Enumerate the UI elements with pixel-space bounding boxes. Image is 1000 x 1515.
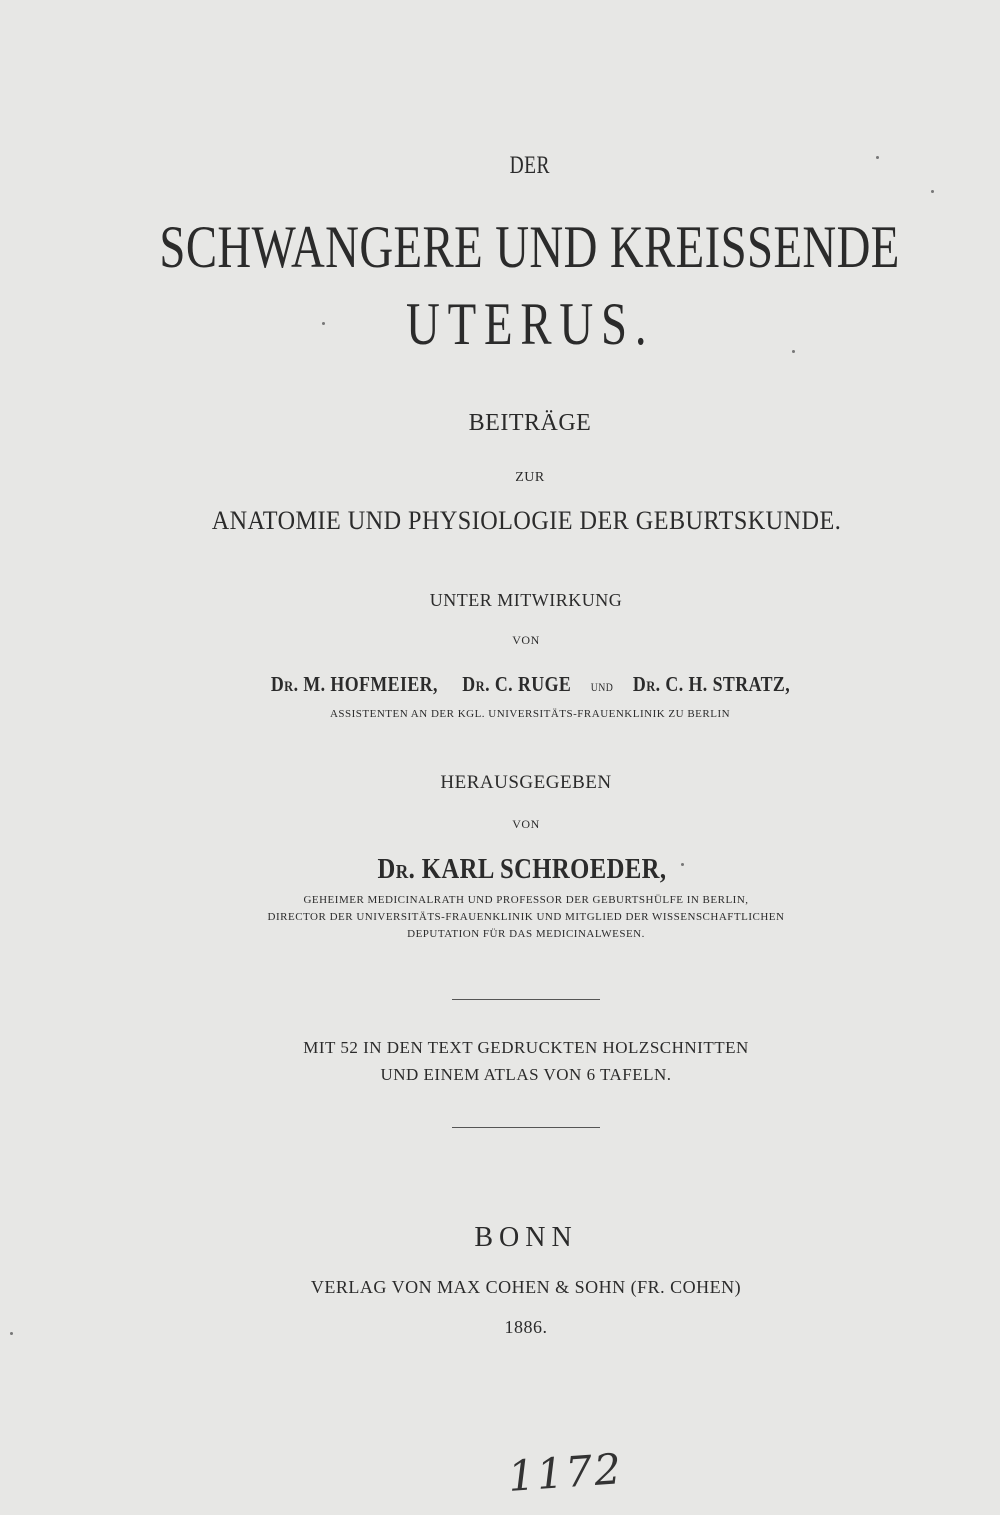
main-title-line-1: SCHWANGERE UND KREISSENDE xyxy=(159,214,901,280)
publication-place: BONN xyxy=(474,1222,578,1253)
subtitle-beitraege: BEITRÄGE xyxy=(468,410,592,436)
paper-speck xyxy=(681,863,684,866)
paper-speck xyxy=(322,322,325,325)
editor-description-1: GEHEIMER MEDICINALRATH UND PROFESSOR DER GEBURTSHÜLFE IN BERLIN, xyxy=(303,894,749,906)
paper-speck xyxy=(931,190,934,193)
assistants-affiliation: ASSISTENTEN AN DER KGL. UNIVERSITÄTS-FRAUENKLINIK ZU BERLIN xyxy=(329,708,731,720)
editor-description-3: DEPUTATION FÜR DAS MEDICINALWESEN. xyxy=(407,928,645,940)
illustrations-note-1: MIT 52 IN DEN TEXT GEDRUCKTEN HOLZSCHNITTEN xyxy=(303,1038,749,1057)
collaboration-heading: UNTER MITWIRKUNG xyxy=(429,590,623,610)
main-title-line-2: UTERUS. xyxy=(405,291,655,357)
editor-heading: HERAUSGEGEBEN xyxy=(440,772,612,793)
paper-speck xyxy=(792,350,795,353)
title-article: DER xyxy=(509,152,551,179)
publisher: VERLAG VON MAX COHEN & SOHN (FR. COHEN) xyxy=(310,1277,742,1297)
illustrations-note-2: UND EINEM ATLAS VON 6 TAFELN. xyxy=(380,1065,672,1084)
divider-rule-1 xyxy=(452,999,600,1000)
von-label-1: VON xyxy=(512,633,540,647)
author-ruge: DR. C. RUGE xyxy=(461,672,571,696)
editor-description-2: DIRECTOR DER UNIVERSITÄTS-FRAUENKLINIK UND MITGLIED DER WISSENSCHAFTLICHEN xyxy=(267,911,785,923)
subtitle-anatomie: ANATOMIE UND PHYSIOLOGIE DER GEBURTSKUNDE. xyxy=(211,506,841,535)
divider-rule-2 xyxy=(452,1127,600,1128)
author-list xyxy=(30,672,1000,697)
editor-name: DR. KARL SCHROEDER, xyxy=(377,853,667,885)
handwritten-shelfmark: 1172 xyxy=(506,1444,625,1501)
von-label-2: VON xyxy=(512,817,540,831)
und-connector: UND xyxy=(590,682,613,694)
subtitle-zur: ZUR xyxy=(515,470,545,485)
paper-speck xyxy=(876,156,879,159)
paper-speck xyxy=(10,1332,13,1335)
author-stratz: DR. C. H. STRATZ, xyxy=(632,672,790,696)
author-hofmeier: DR. M. HOFMEIER, xyxy=(270,672,438,696)
publication-year: 1886. xyxy=(504,1317,548,1337)
